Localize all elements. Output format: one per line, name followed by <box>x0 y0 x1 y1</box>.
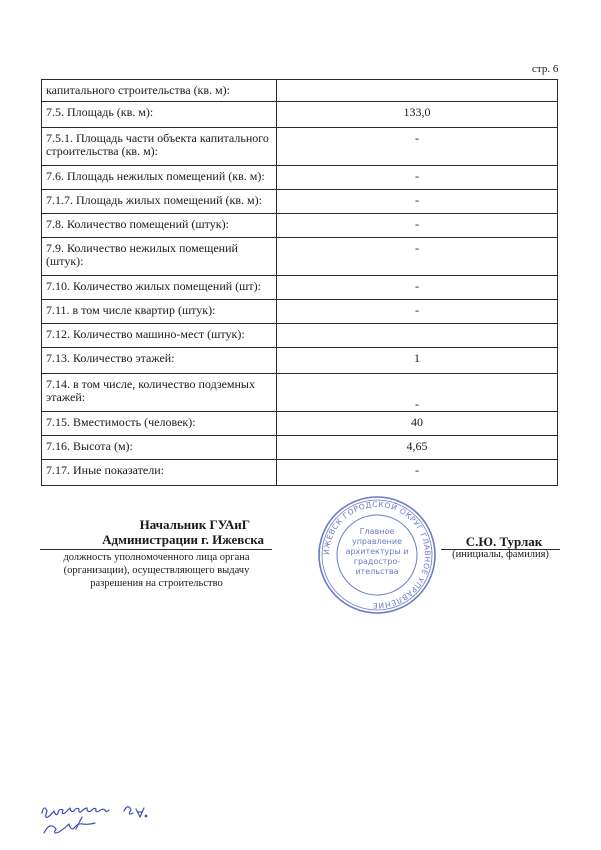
row-label: 7.9. Количество нежилых помещений (штук): <box>42 238 277 276</box>
position-line-2: Администрации г. Ижевска <box>102 532 264 547</box>
handwriting-text: Чабалина Е.А. <box>36 841 43 842</box>
row-label: 7.6. Площадь нежилых помещений (кв. м): <box>42 166 277 190</box>
row-value: - <box>277 190 558 214</box>
row-value: - <box>277 238 558 276</box>
seal-outer-text: ИЖЕВСК ГОРОДСКОЙ ОКРУГ ГЛАВНОЕ УПРАВЛЕНИЕ <box>321 499 433 611</box>
signatory-name: С.Ю. Турлак <box>465 534 543 549</box>
table-row <box>42 412 558 436</box>
row-label: 7.11. в том числе квартир (штук): <box>42 300 277 324</box>
table-row <box>42 300 558 324</box>
position-caption: должность уполномоченного лица органа (организации), осуществляющего выдачу разрешения на строительство <box>63 552 250 589</box>
table-row <box>42 214 558 238</box>
table-row <box>42 166 558 190</box>
row-value: 133,0 <box>277 102 558 128</box>
table-row <box>42 324 558 348</box>
row-value: 40 <box>277 412 558 436</box>
row-label: 7.5. Площадь (кв. м): <box>42 102 277 128</box>
row-label: 7.10. Количество жилых помещений (шт): <box>42 276 277 300</box>
page-number: стр. 6 <box>532 63 559 75</box>
seal-center-line: Главное <box>359 527 395 536</box>
official-seal <box>316 494 438 616</box>
row-value: - <box>277 300 558 324</box>
seal-center-line: управление <box>351 537 403 546</box>
seal-center-line: градостро- <box>353 557 401 566</box>
row-label: 7.14. в том числе, количество подземных этажей: <box>42 374 277 412</box>
row-value: - <box>277 374 558 412</box>
row-value <box>277 324 558 348</box>
row-value: 4,65 <box>277 436 558 460</box>
name-caption: (инициалы, фамилия) <box>452 549 549 560</box>
row-value: 1 <box>277 348 558 374</box>
row-value: - <box>277 166 558 190</box>
row-value: - <box>277 128 558 166</box>
table-row <box>42 460 558 486</box>
row-label: капитального строительства (кв. м): <box>42 80 277 102</box>
row-label: 7.17. Иные показатели: <box>42 460 277 486</box>
seal-center-line: архитектуры и <box>345 547 409 556</box>
row-label: 7.8. Количество помещений (штук): <box>42 214 277 238</box>
table-row <box>42 238 558 276</box>
position-line-1: Начальник ГУАиГ <box>139 517 250 532</box>
seal-center-line: ительства <box>355 567 399 576</box>
table-row <box>42 190 558 214</box>
table-row <box>42 276 558 300</box>
row-label: 7.15. Вместимость (человек): <box>42 412 277 436</box>
table-row <box>42 128 558 166</box>
signatory-position <box>40 517 270 547</box>
row-label: 7.13. Количество этажей: <box>42 348 277 374</box>
row-value: - <box>277 460 558 486</box>
table-row <box>42 374 558 412</box>
row-value: - <box>277 214 558 238</box>
table-row <box>42 436 558 460</box>
table-row <box>42 348 558 374</box>
row-value: - <box>277 276 558 300</box>
table-row <box>42 80 558 102</box>
row-label: 7.1.7. Площадь жилых помещений (кв. м): <box>42 190 277 214</box>
row-label: 7.12. Количество машино-мест (штук): <box>42 324 277 348</box>
parameters-table <box>41 79 558 486</box>
position-signature-line <box>40 549 272 550</box>
row-label: 7.5.1. Площадь части объекта капитального строительства (кв. м): <box>42 128 277 166</box>
handwritten-signature <box>36 795 176 843</box>
row-value <box>277 80 558 102</box>
row-label: 7.16. Высота (м): <box>42 436 277 460</box>
table-row <box>42 102 558 128</box>
